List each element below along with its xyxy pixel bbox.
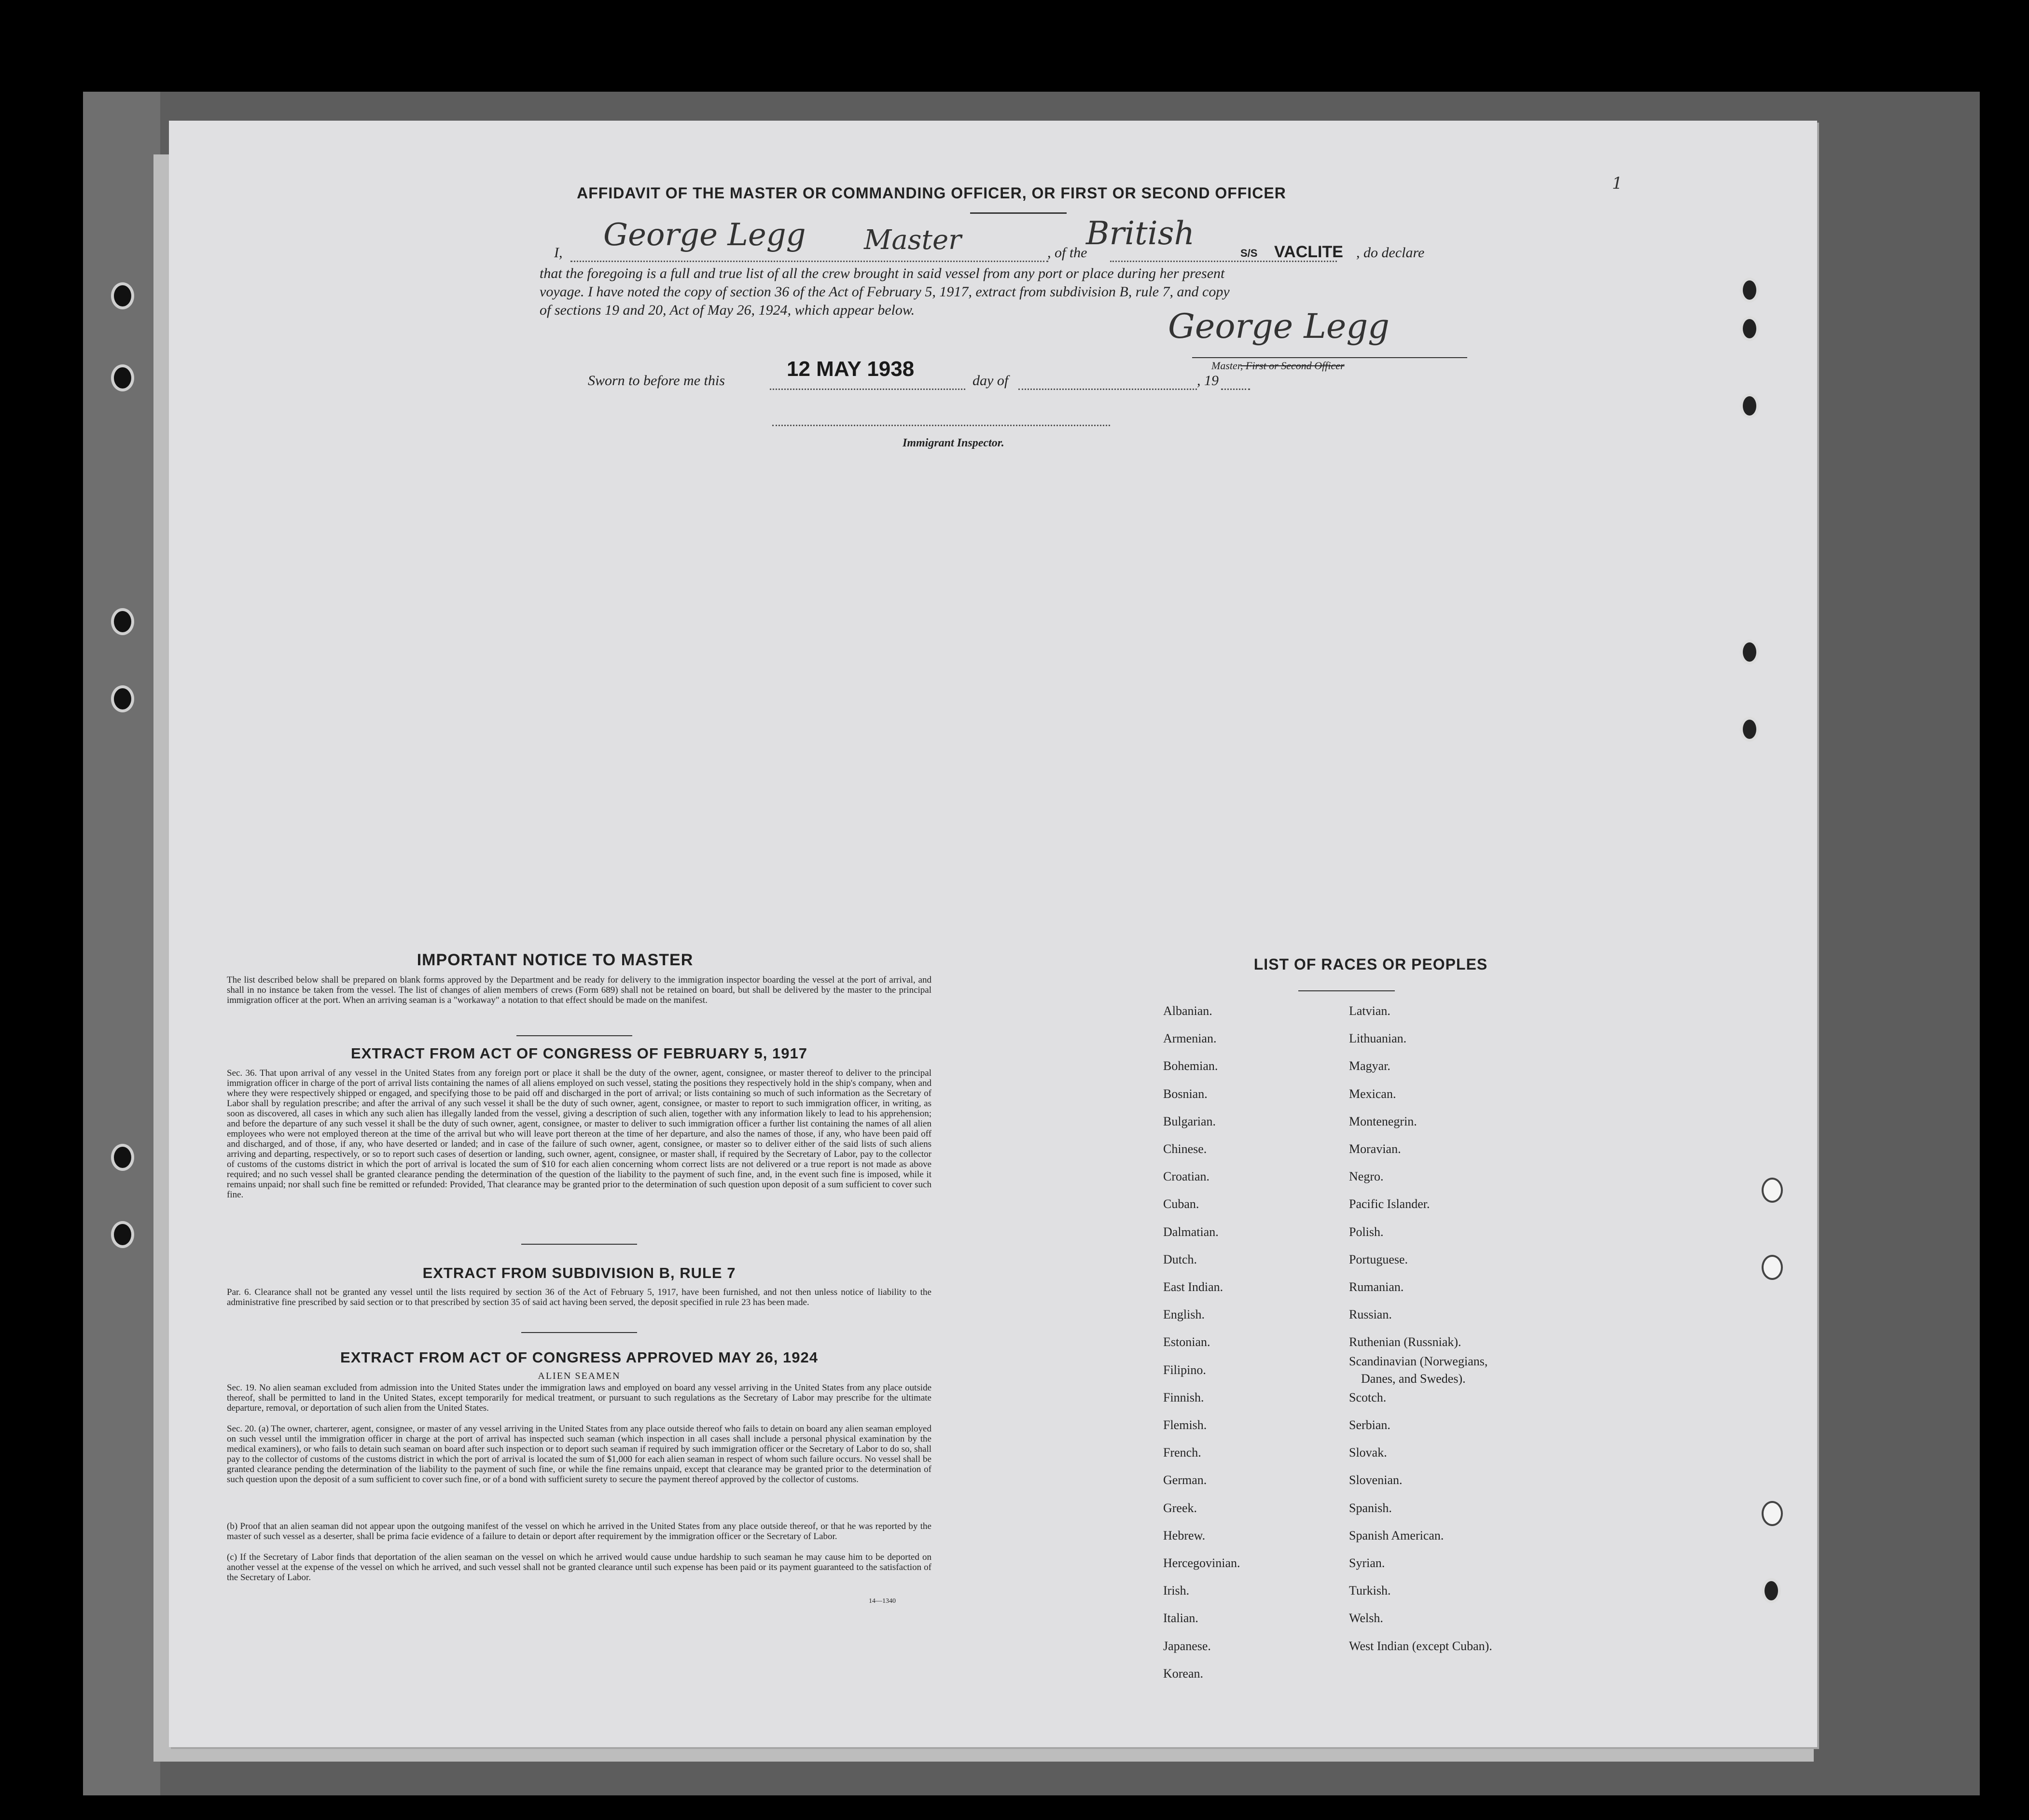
vessel-prefix: S/S	[1240, 247, 1258, 259]
race-item: Flemish.	[1163, 1418, 1207, 1432]
signature-caption-struck: , First or Second Officer	[1240, 360, 1345, 372]
affidavit-title: AFFIDAVIT OF THE MASTER OR COMMANDING OFFICER, OR FIRST OR SECOND OFFICER	[577, 184, 1286, 202]
race-item: Portuguese.	[1349, 1252, 1408, 1266]
punch-hole-icon	[1740, 393, 1759, 418]
vessel-name: VACLITE	[1274, 243, 1343, 261]
races-rule	[1298, 990, 1395, 991]
form-number: 14—1340	[869, 1598, 896, 1605]
race-item: Bulgarian.	[1163, 1114, 1216, 1128]
inspector-label: Immigrant Inspector.	[903, 437, 1004, 449]
extract-1924-subtitle: ALIEN SEAMEN	[538, 1371, 621, 1381]
races-title: LIST OF RACES OR PEOPLES	[1253, 956, 1488, 973]
race-item: Japanese.	[1163, 1639, 1211, 1653]
race-item: Chinese.	[1163, 1142, 1207, 1156]
race-item: Armenian.	[1163, 1031, 1217, 1046]
race-item: Albanian.	[1163, 1004, 1212, 1018]
signature-caption-master: Master	[1211, 360, 1240, 372]
race-item: Mexican.	[1349, 1086, 1396, 1101]
race-item: Bohemian.	[1163, 1059, 1218, 1073]
race-item: Finnish.	[1163, 1390, 1204, 1404]
punch-hole-icon	[111, 282, 134, 309]
nationality-handwritten: British	[1086, 215, 1195, 252]
race-item: Hebrew.	[1163, 1528, 1206, 1542]
document-page	[169, 121, 1817, 1747]
race-item: Filipino.	[1163, 1362, 1206, 1377]
race-item: Croatian.	[1163, 1169, 1210, 1184]
race-item: Greek.	[1163, 1500, 1197, 1515]
punch-hole-icon	[111, 1144, 134, 1171]
race-item: Lithuanian.	[1349, 1031, 1407, 1046]
inspector-fill-line	[772, 425, 1110, 426]
race-item: Dalmatian.	[1163, 1224, 1219, 1239]
punch-hole-icon	[111, 364, 134, 391]
race-item: Scotch.	[1349, 1390, 1387, 1404]
punch-hole-icon	[1762, 1178, 1783, 1203]
sworn-year-prefix: , 19	[1197, 373, 1219, 389]
race-item: Dutch.	[1163, 1252, 1197, 1266]
rule7-body: Par. 6. Clearance shall not be granted any vessel until the lists required by section 36 of the Act of February 5, 1917, have been furnished, and not then unless notice of liability to the administrative fine prescribed by said section or to that prescribed by section 35 of said act having been served, the deposit specified in rule 23 has been made.	[227, 1287, 931, 1307]
race-item: French.	[1163, 1445, 1201, 1460]
extract-1924-sec20b: (b) Proof that an alien seaman did not appear upon the outgoing manifest of the vessel on which he arrived in the United States from any place outside thereof, or that he was reported by the master of such vessel as a deserter, shall be prima facie evidence of a failure to detain or deport after requirement by the immigration officer or the Secretary of Labor.	[227, 1521, 931, 1542]
race-item: Moravian.	[1349, 1142, 1401, 1156]
punch-hole-icon	[1740, 639, 1759, 665]
race-item: Spanish American.	[1349, 1528, 1444, 1542]
rule7-title: EXTRACT FROM SUBDIVISION B, RULE 7	[422, 1264, 736, 1281]
year-fill-line	[1221, 389, 1250, 390]
race-item: German.	[1163, 1473, 1207, 1487]
race-item: Welsh.	[1349, 1611, 1383, 1625]
title-rule	[970, 212, 1067, 214]
extract-1924-title: EXTRACT FROM ACT OF CONGRESS APPROVED MAY 26, 1924	[340, 1349, 818, 1366]
notice-rule	[516, 1035, 632, 1036]
extract-1917-title: EXTRACT FROM ACT OF CONGRESS OF FEBRUARY 5, 1917	[351, 1045, 807, 1062]
signer-title-handwritten: Master	[864, 224, 961, 256]
race-item: Estonian.	[1163, 1335, 1210, 1349]
race-item: Irish.	[1163, 1584, 1190, 1598]
sworn-date-stamp: 12 MAY 1938	[787, 357, 915, 381]
race-item: Bosnian.	[1163, 1086, 1208, 1101]
punch-hole-icon	[111, 685, 134, 712]
signature-line	[1192, 357, 1467, 358]
race-item: Hercegovinian.	[1163, 1556, 1240, 1570]
punch-hole-icon	[111, 608, 134, 635]
race-item: Pacific Islander.	[1349, 1197, 1430, 1211]
race-item: West Indian (except Cuban).	[1349, 1639, 1492, 1653]
notice-body: The list described below shall be prepared on blank forms approved by the Department and be ready for delivery to the immigration inspector boarding the vessel at the port of arrival, and shall in no instance be taken from the vessel. The list of changes of alien members of crews (Form 689) shall not be retained on board, but shall be delivered by the master to the principal immigration officer at the port. When an arriving seaman is a "workaway" a notation to that effect should be made on the manifest.	[227, 975, 931, 1005]
race-item: Polish.	[1349, 1224, 1384, 1239]
punch-hole-icon	[111, 1221, 134, 1248]
race-item: East Indian.	[1163, 1280, 1223, 1294]
punch-hole-icon	[1740, 316, 1759, 341]
race-item: Latvian.	[1349, 1004, 1390, 1018]
extract-1924-sec19: Sec. 19. No alien seaman excluded from admission into the United States under the immigration laws and employed on board any vessel arriving in the United States from any place outside thereof, shall be permitted to land in the United States, except temporarily for medical treatment, or pursuant to such regulations as the Secretary of Labor may prescribe for the ultimate departure, removal, or deportation of such alien from the United States.	[227, 1383, 931, 1413]
race-item: Slovenian.	[1349, 1473, 1403, 1487]
punch-hole-icon	[1740, 278, 1759, 303]
affidavit-line2: that the foregoing is a full and true list of all the crew brought in said vessel from any port or place during her present	[540, 265, 1225, 281]
race-item: Serbian.	[1349, 1418, 1390, 1432]
notice-title: IMPORTANT NOTICE TO MASTER	[417, 951, 694, 969]
race-item: Danes, and Swedes).	[1361, 1371, 1466, 1386]
race-item: Slovak.	[1349, 1445, 1387, 1460]
race-item: English.	[1163, 1307, 1205, 1322]
signature-caption	[1211, 360, 1345, 372]
affidavit-do-declare: , do declare	[1356, 245, 1425, 261]
race-item: Syrian.	[1349, 1556, 1385, 1570]
extract-1917-rule	[521, 1244, 637, 1245]
affidavit-of-the: , of the	[1047, 245, 1087, 261]
name-fill-line	[570, 261, 1048, 262]
extract-1924-sec20c: (c) If the Secretary of Labor finds that deportation of the alien seaman on the vessel on which he arrived would cause undue hardship to such seaman he may cause him to be deported on another vessel at the expense of the vessel on which he arrived, and such vessel shall not be granted clearance until such expense has been paid or its payment guaranteed to the satisfaction of the Secretary of Labor.	[227, 1552, 931, 1583]
affidavit-line3: voyage. I have noted the copy of section 36 of the Act of February 5, 1917, extract from subdivision B, rule 7, and copy	[540, 284, 1230, 300]
punch-hole-icon	[1762, 1578, 1781, 1603]
scanner-frame-edge	[83, 92, 160, 1795]
race-item: Ruthenian (Russniak).	[1349, 1335, 1461, 1349]
race-item: Russian.	[1349, 1307, 1392, 1322]
affidavit-line4: of sections 19 and 20, Act of May 26, 1924, which appear below.	[540, 302, 915, 318]
race-item: Korean.	[1163, 1666, 1204, 1681]
sworn-label: Sworn to before me this	[588, 373, 725, 389]
punch-hole-icon	[1762, 1255, 1783, 1280]
punch-hole-icon	[1762, 1501, 1783, 1526]
signer-name-handwritten: George Legg	[603, 217, 806, 253]
race-item: Italian.	[1163, 1611, 1198, 1625]
month-fill-line	[1018, 389, 1197, 390]
signature-handwritten: George Legg	[1168, 306, 1390, 346]
sworn-fill-line	[770, 389, 965, 390]
race-item: Turkish.	[1349, 1584, 1391, 1598]
race-item: Montenegrin.	[1349, 1114, 1417, 1128]
extract-1917-body: Sec. 36. That upon arrival of any vessel in the United States from any foreign port or place it shall be the duty of the owner, agent, consignee, or master thereof to deliver to the principal immigration officer in charge of the port of arrival lists containing the names of all aliens employed on such vessel, stating the positions they respectively hold in the ship's company, when and where they were respectively shipped or engaged, and specifying those to be paid off and discharged in the port of arrival; or lists containing so much of such information as the Secretary of Labor shall by regulation prescribe; and after the arrival of any such vessel it shall be the duty of such owner, agent, consignee, or master to report to such immigration officer, in writing, as soon as discovered, all cases in which any such alien has illegally landed from the vessel, giving a description of such alien, together with any information likely to lead to his apprehension; and before the departure of any such vessel it shall be the duty of such owner, agent, consignee, or master to deliver to such immigration officer a further list containing the names of all alien employees who were not employed thereon at the time of the arrival but who will leave port thereon at the time of her departure, and also the names of those, if any, who have been paid off and discharged, and of those, if any, who have deserted or landed; and in case of the failure of such owner, agent, consignee, or master so to deliver either of the said lists of such aliens arriving and departing, respectively, or so to report such cases of desertion or landing, such owner, agent, consignee, or master shall, if required by the Secretary of Labor, pay to the collector of customs of the customs district in which the port of arrival is located the sum of $10 for each alien concerning whom correct lists are not delivered or a true report is not made as above required; and no such vessel shall be granted clearance pending the determination of the question of the liability to the payment of such fine, and, in the event such fine is imposed, while it remains unpaid; nor shall such fine be remitted or refunded: Provided, That clearance may be granted prior to the determination of such question upon deposit of a sum sufficient to cover such fine.	[227, 1068, 931, 1200]
race-item: Spanish.	[1349, 1500, 1392, 1515]
corner-mark: 1	[1612, 174, 1623, 193]
race-item: Scandinavian (Norwegians,	[1349, 1354, 1488, 1368]
race-item: Cuban.	[1163, 1197, 1199, 1211]
punch-hole-icon	[1740, 717, 1759, 742]
race-item: Rumanian.	[1349, 1280, 1404, 1294]
extract-1924-sec20a: Sec. 20. (a) The owner, charterer, agent, consignee, or master of any vessel arriving in the United States from any place outside thereof who fails to detain on board any alien seaman employed on such vessel until the immigration officer in charge at the port of arrival has inspected such seaman (which inspection in all cases shall include a personal physical examination by the medical examiners), or who fails to detain such seaman on board after such inspection or to deport such seaman if required by such immigration officer or the Secretary of Labor to do so, shall pay to the collector of customs of the customs district in which the port of arrival is located the sum of $1,000 for each alien seaman in respect of whom such failure occurs. No vessel shall be granted clearance pending the determination of the liability to the payment of such fine, or while the fine remains unpaid, except that clearance may be granted prior to the determination of such question upon the deposit of a sum sufficient to cover such fine, or of a bond with sufficient surety to secure the payment thereof approved by the collector of customs.	[227, 1424, 931, 1485]
race-item: Negro.	[1349, 1169, 1384, 1184]
rule7-rule	[521, 1332, 637, 1333]
affidavit-line1-i: I,	[554, 245, 563, 261]
race-item: Magyar.	[1349, 1059, 1390, 1073]
sworn-day-of: day of	[973, 373, 1009, 389]
